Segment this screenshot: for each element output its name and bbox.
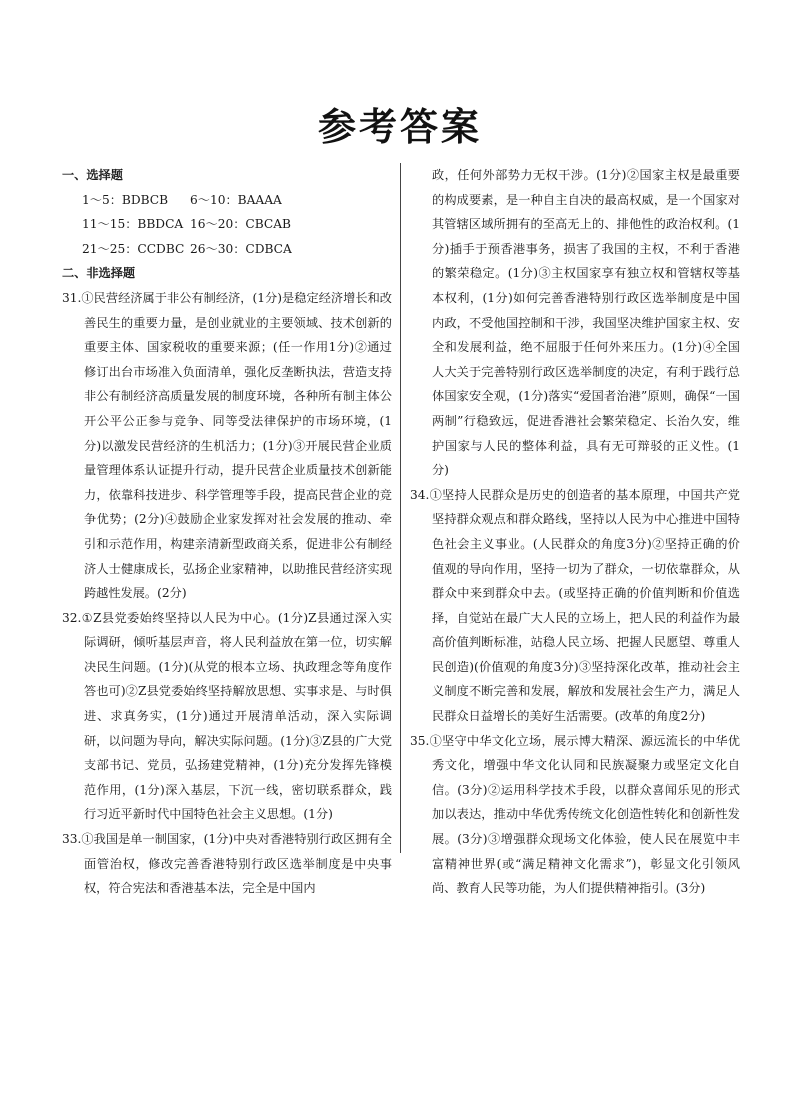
column-divider [400, 163, 401, 853]
answer-34: 34.①坚持人民群众是历史的创造者的基本原理，中国共产党坚持群众观点和群众路线，坚持以人民为中心推进中国特色社会主义事业。(人民群众的角度3分)②坚持正确的价值观的导向作用，坚持一切为了群众，一切依靠群众，从群众中来到群众中去。(或坚持正确的价值判断和价值选择，自觉站在最广大人民的立场上，把人民的利益作为最高价值判断标准，站稳人民立场、把握人民愿望、尊重人民创造)(价值观的角度3分)③坚持深化改革，推动社会主义制度不断完善和发展，解放和发展社会生产力，满足人民群众日益增长的美好生活需要。(改革的角度2分) [410, 487, 740, 724]
section-heading-choice: 一、选择题 [62, 168, 123, 182]
choice-answer: 26～30：CDBCA [190, 241, 292, 256]
answer-33-part1: 33.①我国是单一制国家，(1分)中央对香港特别行政区拥有全面管治权，修改完善香港特别行政区选举制度是中央事权，符合宪法和香港基本法，完全是中国内 [62, 832, 392, 896]
answer-31: 31.①民营经济属于非公有制经济，(1分)是稳定经济增长和改善民生的重要力量，是创业就业的主要领域、技术创新的重要主体、国家税收的重要来源；(任一作用1分)②通过修订出台市场准入负面清单，强化反垄断执法，营造支持非公有制经济高质量发展的制度环境，各种所有制主体公开公平公正参与竞争、同等受法律保护的市场环境，(1分)以激发民营经济的生机活力；(1分)③开展民营企业质量管理体系认证提升行动，提升民营企业质量技术创新能力，依靠科技进步、科学管理等手段，提高民营企业的竞争优势；(2分)④鼓励企业家发挥对社会发展的推动、牵引和示范作用，构建亲清新型政商关系，促进非公有制经济人士健康成长，弘扬企业家精神，以助推民营经济实现跨越性发展。(2分) [62, 290, 392, 601]
choice-answer-row [62, 188, 392, 213]
right-column [410, 163, 740, 901]
answer-33-part2: 政，任何外部势力无权干涉。(1分)②国家主权是最重要的构成要素，是一种自主自决的最高权威，是一个国家对其管辖区域所拥有的至高无上的、排他性的政治权利。(1分)插手于预香港事务，损害了我国的主权，不利于香港的繁荣稳定。(1分)③主权国家享有独立权和管辖权等基本权利，(1分)如何完善香港特别行政区选举制度是中国内政，不受他国控制和干涉，我国坚决维护国家主权、安全和发展利益，绝不屈服于任何外来压力。(1分)④全国人大关于完善特别行政区选举制度的决定，有利于践行总体国家安全观，(1分)落实“爱国者治港”原则，确保“一国两制”行稳致远，促进香港社会繁荣稳定、长治久安，维护国家与人民的整体利益，具有无可辩驳的正义性。(1分) [432, 168, 740, 478]
choice-answer: 11～15：BBDCA [82, 217, 184, 232]
left-column [62, 163, 392, 901]
section-heading-nonchoice: 二、非选择题 [62, 266, 136, 281]
choice-answer: 16～20：CBCAB [190, 217, 291, 232]
choice-answer-row [62, 237, 392, 262]
choice-answer: 6～10：BAAAA [190, 192, 282, 207]
answer-35: 35.①坚守中华文化立场，展示博大精深、源远流长的中华优秀文化，增强中华文化认同和民族凝聚力或坚定文化自信。(3分)②运用科学技术手段，以群众喜闻乐见的形式加以表达，推动中华优秀传统文化创造性转化和创新性发展。(3分)③增强群众现场文化体验，使人民在展览中丰富精神世界(或“满足精神文化需求”)，彰显文化引领风尚、教育人民等功能，为人们提供精神指引。(3分) [410, 733, 740, 896]
choice-answer: 21～25：CCDBC [82, 241, 185, 256]
choice-answer-row [62, 212, 392, 237]
answer-32: 32.①Z县党委始终坚持以人民为中心。(1分)Z县通过深入实际调研，倾听基层声音，将人民利益放在第一位，切实解决民生问题。(1分)(从党的根本立场、执政理念等角度作答也可)②Z县党委始终坚持解放思想、实事求是、与时俱进、求真务实，(1分)通过开展清单活动，深入实际调研，以问题为导向，解决实际问题。(1分)③Z县的广大党支部书记、党员，弘扬建党精神，(1分)充分发挥先锋模范作用，(1分)深入基层，下沉一线，密切联系群众，践行习近平新时代中国特色社会主义思想。(1分) [62, 610, 392, 822]
choice-answer: 1～5：BDBCB [82, 192, 169, 207]
page-title: 参考答案 [317, 105, 482, 149]
